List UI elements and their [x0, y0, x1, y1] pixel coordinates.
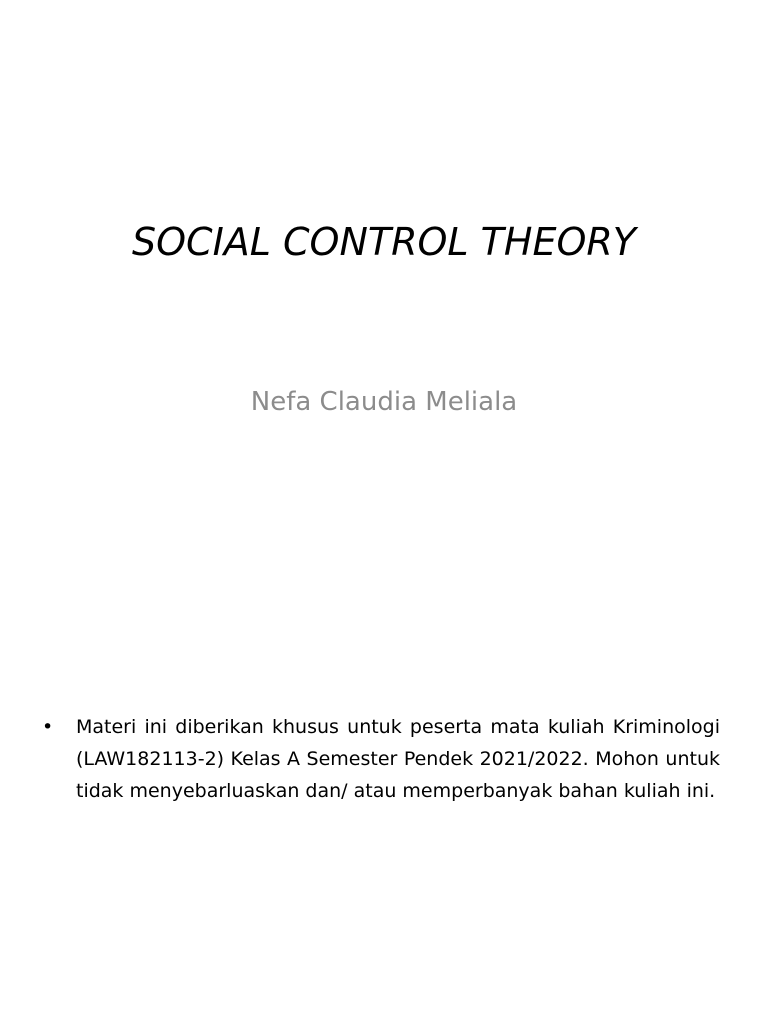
- slide-title: SOCIAL CONTROL THEORY: [132, 220, 636, 264]
- bullet-marker-icon: •: [42, 716, 54, 738]
- bullet-list: [40, 711, 720, 807]
- bullet-text: Materi ini diberikan khusus untuk peserta mata kuliah Kriminologi (LAW182113-2) Kelas A Semester Pendek 2021/2022. Mohon untuk tidak menyebarluaskan dan/ atau memperbanyak bahan kuliah ini.: [76, 716, 720, 802]
- bullet-item: [40, 711, 720, 807]
- slide-subtitle: Nefa Claudia Meliala: [250, 387, 518, 417]
